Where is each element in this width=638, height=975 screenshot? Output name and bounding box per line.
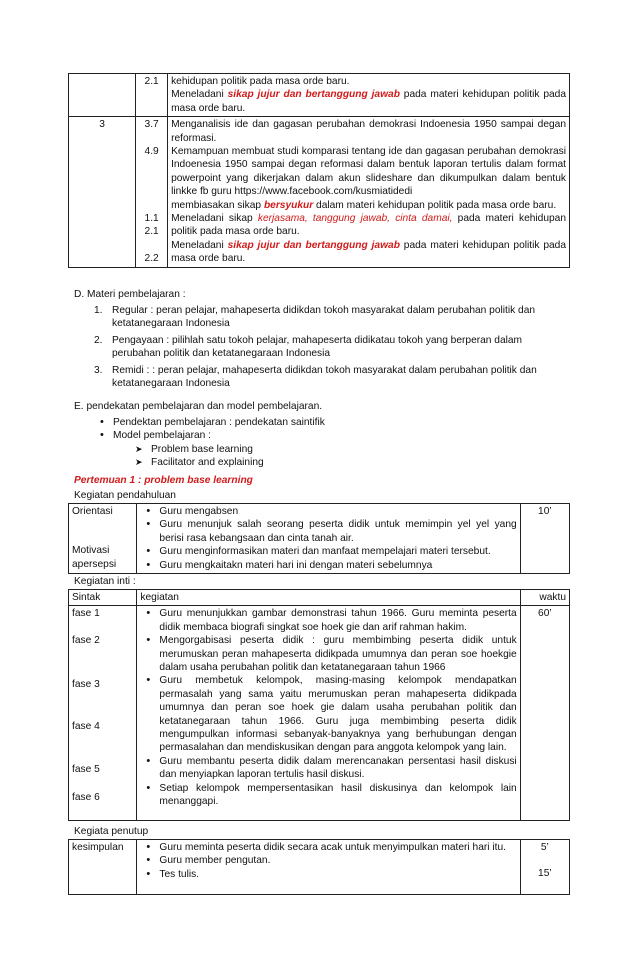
closing-activity-table	[68, 839, 570, 895]
list-item: 1. Regular : peran pelajar, mahapeserta didikdan tokoh masyarakat dalam perubahan politik dan ketatanegaraan Indonesia	[94, 305, 536, 330]
phase-label: fase 6	[72, 792, 100, 804]
list-item: • Guru membantu peserta didik dalam merencanakan persentasi hasil diskusi dan menyiapkan laporan tertulis hasil diskusi.	[159, 755, 516, 782]
materials-list	[94, 304, 570, 390]
list-item: ➤ Facilitator and explaining	[135, 457, 264, 469]
list-item: • Mengorgabisasi peserta didik : guru membimbing peserta didik untuk merumuskan peran mahapeserta didikpada umumnya dan peran soe hoekgie dalam usaha perubahan politik dan ketatanegaraan tahun 1966	[159, 634, 516, 674]
kd-number: 1.1	[144, 213, 159, 225]
phase-label: fase 2	[72, 635, 100, 647]
pendahuluan-label: Kegiatan pendahuluan	[74, 490, 176, 501]
list-item: • Model pembelajaran :	[113, 429, 565, 442]
table-row	[69, 117, 570, 267]
list-item: • Pendektan pembelajaran : pendekatan saintifik	[113, 416, 565, 429]
meeting-title: Pertemuan 1 : problem base learning	[74, 475, 253, 486]
core-activity-table	[68, 589, 570, 821]
kd-number: 2.1	[144, 226, 159, 238]
table-row: kesimpulan • Guru meminta peserta didik secara acak untuk menyimpulkan materi hari itu. • Guru member pengutan. • Tes tulis. 5’ 15’	[69, 840, 570, 895]
penutup-label: Kegiata penutup	[74, 826, 149, 837]
list-item: • Tes tulis.	[159, 868, 516, 881]
arrow-icon: ➤	[135, 457, 143, 468]
phase-label: fase 5	[72, 764, 100, 776]
list-item: • Setiap kelompok mempersentasikan hasil diskusinya dan kelompok lain menanggapi.	[159, 782, 516, 809]
kd-number: 4.9	[144, 146, 159, 158]
list-item: 2. Pengayaan : pilihlah satu tokoh pelajar, mahapeserta didikatau tokoh yang berperan dalam perubahan politik dan ketatanegaraan Indonesia	[94, 334, 523, 360]
duration: 60’	[538, 608, 552, 620]
kd-text: Meneladani sikap jujur dan bertanggung jawab pada materi kehidupan politik pada masa orde baru.	[171, 89, 566, 114]
kd-text: Kemampuan membuat studi komparasi tentang ide dan gagasan perubahan demokrasi Indoenesia 1950 sampai degan reformasi dalam bentuk laporan tertulis dalam format powerpoint yang dikerjakan dalam akun slideshare dan dikumpulkan dalam bentuk linkke fb guru https://www.facebook.com/kusmiatidedi	[171, 146, 566, 198]
phase-label: fase 4	[72, 721, 100, 733]
section-d-heading: D. Materi pembelajaran :	[74, 289, 186, 300]
section-e-heading: E. pendekatan pembelajaran dan model pembelajaran.	[74, 401, 323, 412]
phase-label: fase 3	[72, 679, 100, 691]
list-item: • Guru mengabsen	[159, 505, 516, 518]
list-item: • Guru meminta peserta didik secara acak untuk menyimpulkan materi hari itu.	[159, 841, 516, 854]
opening-activity-table	[68, 503, 570, 574]
list-item: ➤ Problem base learning	[135, 443, 253, 455]
kd-text: Meneladani sikap kerjasama, tanggung jawab, cinta damai, pada materi kehidupan politik pada masa orde baru.	[171, 213, 566, 238]
inti-label: Kegiatan inti :	[74, 576, 136, 587]
kd-text: Menganalisis ide dan gagasan perubahan demokrasi Indoenesia 1950 sampai degan reformasi.	[171, 119, 566, 144]
kd-number: 2.2	[144, 253, 159, 265]
list-item: • Guru menginformasikan materi dan manfaat mempelajari materi tersebut.	[159, 545, 516, 558]
table-row	[69, 74, 570, 117]
phase-label: fase 1	[72, 608, 100, 620]
kd-text: membiasakan sikap bersyukur dalam materi kehidupan politik pada masa orde baru.	[171, 199, 557, 211]
duration: 5’	[540, 842, 549, 853]
list-item: • Guru menunjuk salah seorang peserta didik untuk memimpin yel yel yang berisi rasa kebangsaan dan cinta tanah air.	[159, 518, 516, 545]
kd-text: Meneladani sikap jujur dan bertanggung jawab pada materi kehidupan politik pada masa orde baru.	[171, 239, 566, 265]
list-item: • Guru member pengutan.	[159, 854, 516, 867]
duration: 10’	[538, 506, 552, 517]
kd-number: 3.7	[144, 119, 159, 131]
table-row	[69, 606, 570, 821]
kd-text: kehidupan politik pada masa orde baru.	[171, 76, 350, 87]
table-row: Orientasi Motivasi apersepsi • Guru mengabsen • Guru menunjuk salah seorang peserta didik untuk memimpin yel yel yang berisi rasa kebangsaan dan cinta tanah air. • Guru menginformasikan materi dan manfaat mempelajari materi tersebut. • Guru mengkaitakn materi hari ini dengan materi sebelumnya 10’	[69, 504, 570, 574]
list-item: • Guru membetuk kelompok, masing-masing kelompok mendapatkan permasalah yang sama yaitu merumuskan peran mahapeserta didikpada umumnya dan peran soe hoek gie dalam usaha perubahan politik dan ketatanegaraan tahun 1966. Guru juga membimbing peserta didik mengumpulkan informasi sebanyak-banyaknya yang berhubungan dengan permasalahan dan mendiskusikan dengan para anggota kelompok yang lain.	[159, 674, 516, 754]
table-row: Sintak kegiatan waktu	[69, 590, 570, 606]
approach-list	[95, 416, 565, 470]
row-number: 3	[99, 119, 105, 131]
duration: 15’	[538, 868, 552, 880]
arrow-icon: ➤	[135, 443, 143, 454]
list-item: • Guru menunjukkan gambar demonstrasi tahun 1966. Guru meminta peserta didik membaca biografi singkat soe hoek gie dan arif rahman hakim.	[159, 607, 516, 634]
list-item: 3. Remidi : : peran pelajar, mahapeserta didikdan tokoh masyarakat dalam perubahan politik dan ketatanegaraan Indonesia	[94, 364, 537, 390]
competency-table	[68, 73, 570, 268]
kd-number: 2.1	[144, 76, 159, 87]
list-item: • Guru mengkaitakn materi hari ini dengan materi sebelumnya	[159, 559, 516, 572]
